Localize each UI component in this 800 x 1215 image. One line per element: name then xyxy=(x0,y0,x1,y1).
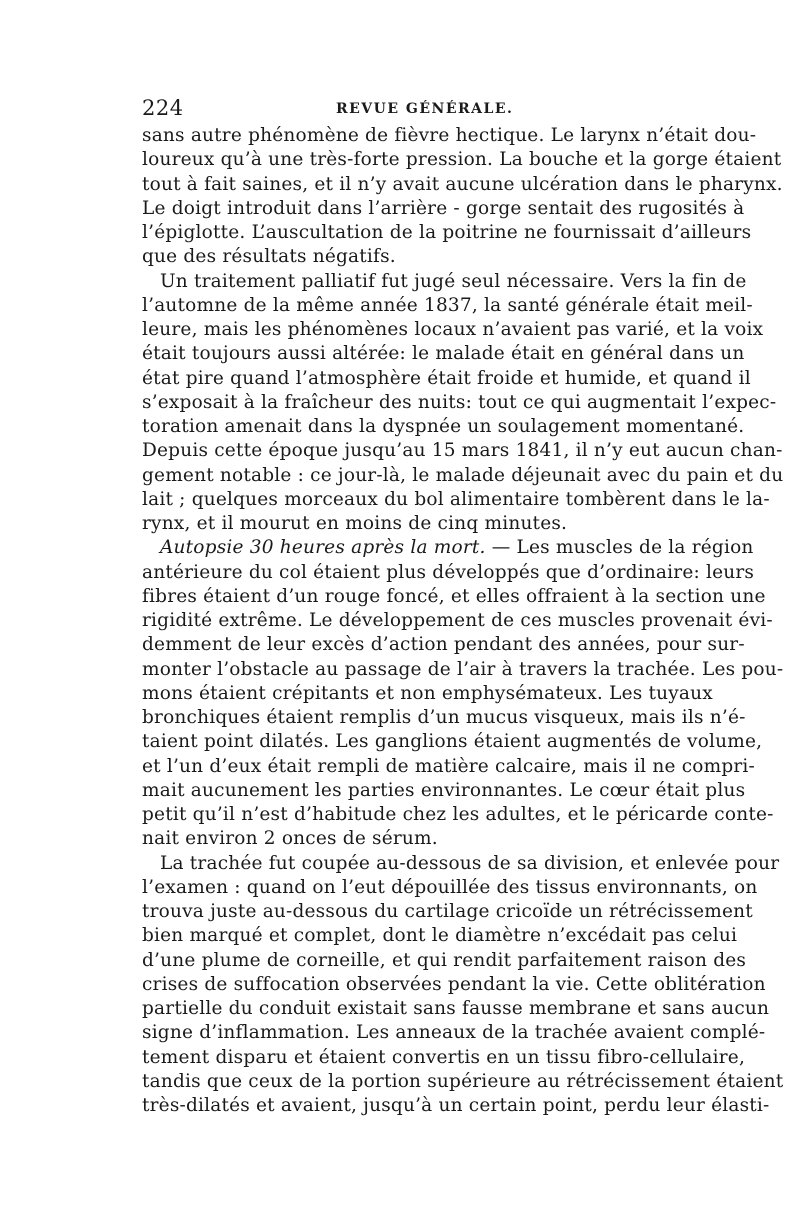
text-line: mons étaient crépitants et non emphysémateux. Les tuyaux xyxy=(142,682,713,704)
text-line: rynx, et il mourut en moins de cinq minutes. xyxy=(142,513,568,534)
text-line: nait environ 2 onces de sérum. xyxy=(142,828,438,850)
text-line: très-dilatés et avaient, jusqu’à un certain point, perdu leur élasti- xyxy=(142,1095,770,1116)
text-line-autopsie xyxy=(142,536,754,560)
text-line: leure, mais les phénomènes locaux n’avaient pas varié, et la voix xyxy=(142,319,764,340)
text-line: loureux qu’à une très-forte pression. La bouche et la gorge étaient xyxy=(142,149,782,171)
text-line: sans autre phénomène de fièvre hectique. Le larynx n’était dou- xyxy=(142,125,757,146)
text-line: était toujours aussi altérée: le malade était en général dans un xyxy=(142,343,745,365)
text-line: partielle du conduit existait sans fausse membrane et sans aucun xyxy=(142,998,770,1019)
text-line: tandis que ceux de la portion supérieure au rétrécissement étaient xyxy=(142,1070,784,1092)
autopsie-heading: Autopsie 30 heures après la mort. xyxy=(160,537,486,559)
text-line: demment de leur excès d’action pendant des années, pour sur- xyxy=(142,634,745,656)
text-line: lait ; quelques morceaux du bol alimentaire tombèrent dans le la- xyxy=(142,488,770,510)
text-line: Le doigt introduit dans l’arrière - gorge sentait des rugosités à xyxy=(142,197,745,219)
text-line: Un traitement palliatif fut jugé seul nécessaire. Vers la fin de xyxy=(160,270,747,292)
text-line: taient point dilatés. Les ganglions étaient augmentés de volume, xyxy=(142,731,763,753)
text-line: trouva juste au-dessous du cartilage cricoïde un rétrécissement xyxy=(142,901,753,922)
text-line: que des résultats négatifs. xyxy=(142,246,396,268)
text-line: mait aucunement les parties environnantes. Le cœur était plus xyxy=(142,779,746,801)
text-line: La trachée fut coupée au-dessous de sa division, et enlevée pour xyxy=(160,852,780,874)
text-line: toration amenait dans la dyspnée un soulagement momentané. xyxy=(142,416,745,437)
running-title: REVUE GÉNÉRALE. xyxy=(336,101,514,117)
page-number: 224 xyxy=(142,96,184,120)
text-line: l’épiglotte. L’auscultation de la poitrine ne fournissait d’ailleurs xyxy=(142,222,752,243)
text-line: et l’un d’eux était rempli de matière calcaire, mais il ne compri- xyxy=(142,755,756,777)
text-line: s’exposait à la fraîcheur des nuits: tout ce qui augmentait l’expec- xyxy=(142,391,777,413)
text-line: crises de suffocation observées pendant la vie. Cette oblitération xyxy=(142,973,766,995)
body-text xyxy=(142,124,784,1118)
text-line: petit qu’il n’est d’habitude chez les adultes, et le péricarde conte- xyxy=(142,804,774,825)
text-line: état pire quand l’atmosphère était froide et humide, et quand il xyxy=(142,367,751,389)
page-header xyxy=(142,96,660,124)
text-line: monter l’obstacle au passage de l’air à travers la trachée. Les pou- xyxy=(142,658,784,680)
text-line: l’examen : quand on l’eut dépouillée des tissus environnants, on xyxy=(142,876,758,898)
autopsie-text: — Les muscles de la région xyxy=(485,537,754,559)
text-line: antérieure du col étaient plus développés que d’ordinaire: leurs xyxy=(142,561,755,583)
text-line: gement notable : ce jour-là, le malade déjeunait avec du pain et du xyxy=(142,464,784,486)
text-line: tout à fait saines, et il n’y avait aucune ulcération dans le pharynx. xyxy=(142,173,783,195)
text-line: l’automne de la même année 1837, la santé générale était meil- xyxy=(142,294,753,316)
text-line: fibres étaient d’un rouge foncé, et elles offraient à la section une xyxy=(142,585,766,607)
text-line: signe d’inflammation. Les anneaux de la trachée avaient complé- xyxy=(142,1022,766,1044)
text-line: bronchiques étaient remplis d’un mucus visqueux, mais ils n’é- xyxy=(142,707,746,728)
text-line: d’une plume de corneille, et qui rendit parfaitement raison des xyxy=(142,949,747,971)
text-line: tement disparu et étaient convertis en un tissu fibro-cellulaire, xyxy=(142,1046,746,1068)
text-line: bien marqué et complet, dont le diamètre n’excédait pas celui xyxy=(142,925,738,947)
text-line: Depuis cette époque jusqu’au 15 mars 1841, il n’y eut aucun chan- xyxy=(142,440,783,462)
text-line: rigidité extrême. Le développement de ces muscles provenait évi- xyxy=(142,610,773,631)
